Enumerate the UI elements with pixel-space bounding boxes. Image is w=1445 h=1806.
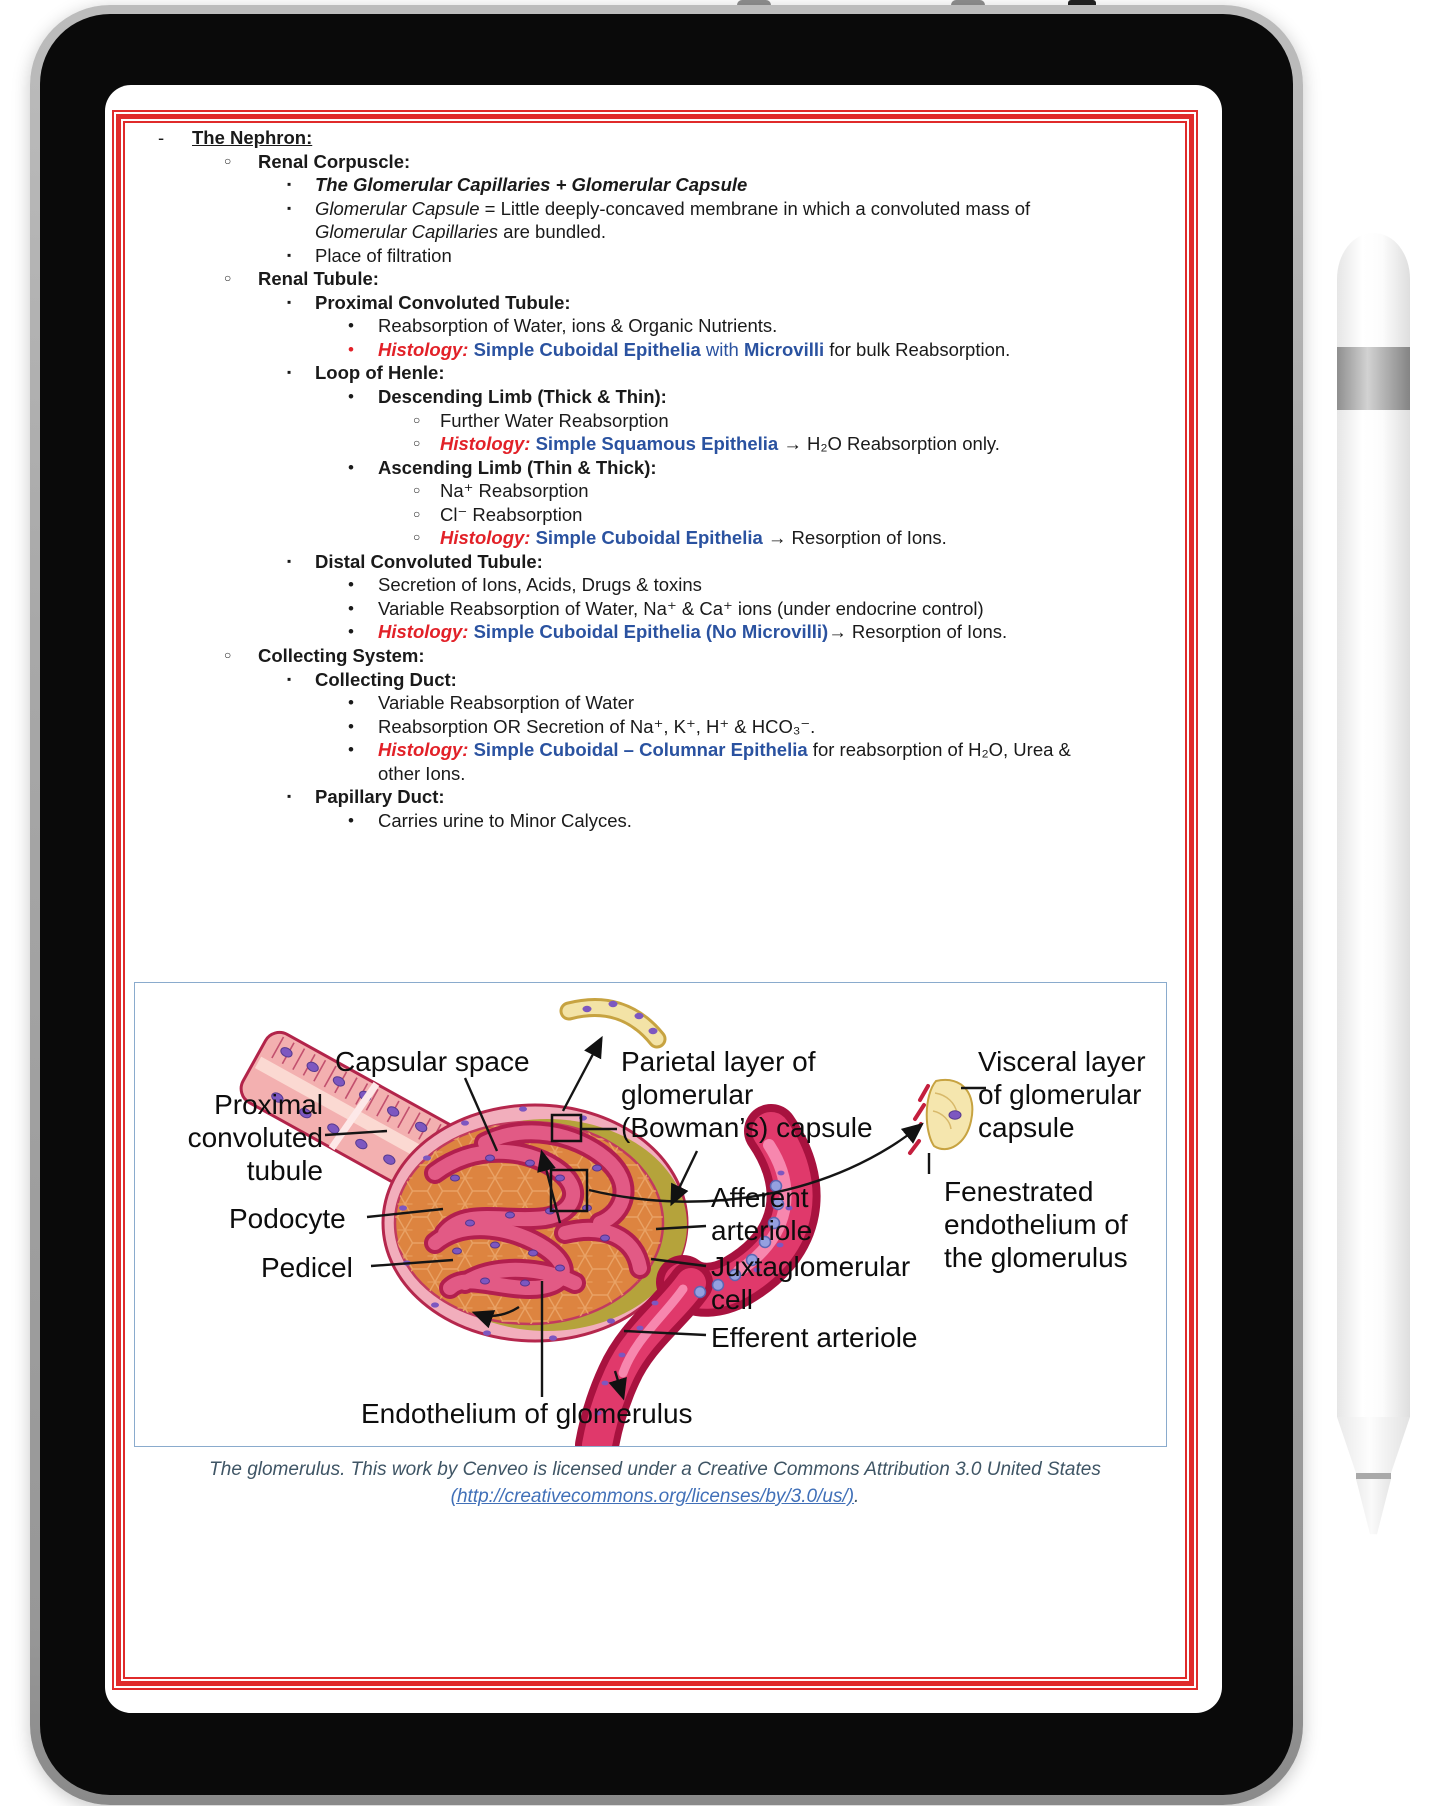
bullet-none — [287, 220, 315, 244]
proximal-convoluted-tubule-label: Proximal convoluted tubule — [187, 1089, 323, 1186]
note-text: Distal Convoluted Tubule: — [315, 550, 543, 572]
note-text: Renal Corpuscle: — [258, 150, 411, 172]
bullet-o: ○ — [413, 412, 421, 427]
note-row — [125, 620, 1185, 644]
note-text: Proximal Convoluted Tubule: — [315, 291, 571, 313]
note-text: Histology: — [378, 621, 469, 643]
caption-link[interactable]: (http://creativecommons.org/licenses/by/3.0/us/) — [450, 1486, 855, 1507]
bullet-sq: ▪ — [287, 553, 292, 568]
note-row — [125, 314, 1185, 338]
note-row — [125, 644, 1185, 668]
note-text: → Resorption of Ions. — [762, 527, 947, 549]
bullet-dot: • — [348, 575, 354, 595]
note-row — [125, 220, 1185, 244]
note-text: Descending Limb (Thick & Thin): — [378, 386, 667, 408]
visceral-inset-graphic — [910, 1080, 972, 1153]
juxtaglomerular-cell-label: Juxtaglomerular cell — [711, 1251, 911, 1315]
note-text: Simple Squamous Epithelia — [530, 433, 779, 455]
note-text: with — [700, 338, 744, 360]
note-text: Histology: — [440, 527, 531, 549]
note-text: other Ions. — [378, 762, 466, 784]
parietal-layer-label: Parietal layer of glomerular (Bowman’s) capsule — [621, 1046, 873, 1143]
note-row — [125, 668, 1185, 692]
note-text: Glomerular Capsule — [315, 197, 480, 219]
note-row — [125, 785, 1185, 809]
pencil-band — [1337, 347, 1410, 410]
bullet-dot: • — [348, 622, 354, 642]
bullet-sq: ▪ — [287, 294, 292, 309]
note-row — [125, 715, 1185, 739]
pencil-body — [1337, 233, 1410, 1417]
podocyte-label: Podocyte — [229, 1203, 346, 1234]
note-text: = Little deeply-concaved membrane in which a convoluted mass of — [479, 197, 1031, 219]
afferent-arteriole-label: Afferent arteriole — [711, 1182, 813, 1246]
note-row — [125, 244, 1185, 268]
note-text: Microvilli — [743, 338, 825, 360]
caption-period: . — [854, 1486, 860, 1507]
bullet-dot: • — [348, 810, 354, 830]
tablet-frame — [30, 5, 1303, 1805]
tablet-screen — [105, 85, 1222, 1713]
note-row — [125, 126, 1185, 150]
note-row — [125, 479, 1185, 503]
bullet-o: ○ — [413, 530, 421, 545]
note-text: The Glomerular Capillaries + Glomerular Capsule — [315, 174, 748, 196]
note-text: Na⁺ Reabsorption — [440, 480, 589, 502]
bullet-none — [348, 762, 378, 786]
note-row — [125, 361, 1185, 385]
note-row — [125, 503, 1185, 527]
note-text: Secretion of Ions, Acids, Drugs & toxins — [378, 574, 702, 596]
fenestrated-endothelium-label: Fenestrated endothelium of the glomerulus — [944, 1176, 1128, 1273]
note-text: Collecting System: — [258, 645, 425, 667]
bullet-dot: • — [348, 693, 354, 713]
note-text: Simple Cuboidal Epithelia — [468, 338, 701, 360]
note-row — [125, 738, 1185, 762]
note-text: Histology: — [378, 739, 469, 761]
note-text: → Resorption of Ions. — [828, 621, 1008, 643]
note-row — [125, 291, 1185, 315]
pedicel-label: Pedicel — [261, 1252, 353, 1283]
bullet-o: ○ — [413, 436, 421, 451]
note-text: Simple Cuboidal Epithelia (No Microvilli) — [468, 621, 829, 643]
note-text: Renal Tubule: — [258, 268, 379, 290]
document-page — [123, 121, 1187, 1679]
note-row — [125, 197, 1185, 221]
note-row — [125, 150, 1185, 174]
note-text: Ascending Limb (Thin & Thick): — [378, 456, 657, 478]
note-row — [125, 409, 1185, 433]
caption-text: The glomerulus. This work by Cenveo is licensed under a Creative Commons Attribution 3.0 United States — [209, 1459, 1101, 1480]
note-row — [125, 573, 1185, 597]
bullet-dash: - — [158, 127, 165, 148]
bullet-dot: • — [348, 598, 354, 618]
efferent-arteriole-label: Efferent arteriole — [711, 1322, 918, 1353]
figure-caption — [125, 1456, 1185, 1510]
bullet-sq: ▪ — [287, 789, 292, 804]
note-row — [125, 173, 1185, 197]
bullet-sq: ▪ — [287, 247, 292, 262]
bullet-dot: • — [348, 457, 354, 477]
note-text: Loop of Henle: — [315, 362, 445, 384]
glomerulus-figure-box — [134, 982, 1167, 1447]
note-text: Further Water Reabsorption — [440, 409, 669, 431]
note-text: Reabsorption of Water, ions & Organic Nutrients. — [378, 315, 778, 337]
note-text: Place of filtration — [315, 244, 452, 266]
bullet-sq: ▪ — [287, 200, 292, 215]
parietal-inset-graphic — [569, 1001, 658, 1039]
capsular-space-label: Capsular space — [335, 1046, 530, 1077]
note-text: Cl⁻ Reabsorption — [440, 503, 583, 525]
pencil-ring — [1356, 1473, 1391, 1479]
note-text: for bulk Reabsorption. — [824, 338, 1011, 360]
note-row — [125, 456, 1185, 480]
note-text: Glomerular Capillaries — [315, 221, 499, 243]
note-row — [125, 526, 1185, 550]
bullet-sq: ▪ — [287, 671, 292, 686]
note-row — [125, 691, 1185, 715]
bullet-o: ○ — [224, 153, 232, 168]
apple-pencil — [1337, 233, 1410, 1543]
note-text: Simple Cuboidal Epithelia — [530, 527, 763, 549]
bullet-dot: • — [348, 740, 354, 760]
pencil-taper — [1337, 1417, 1410, 1473]
bullet-o: ○ — [224, 271, 232, 286]
bullet-o: ○ — [224, 648, 232, 663]
note-text: Collecting Duct: — [315, 668, 457, 690]
page-border-mid — [116, 114, 1194, 1686]
note-text: Variable Reabsorption of Water — [378, 692, 635, 714]
note-text: Papillary Duct: — [315, 786, 445, 808]
bullet-o: ○ — [413, 483, 421, 498]
note-text: Simple Cuboidal – Columnar Epithelia — [468, 739, 808, 761]
visceral-layer-label: Visceral layer of glomerular capsule — [978, 1046, 1146, 1143]
note-row — [125, 597, 1185, 621]
note-text: Carries urine to Minor Calyces. — [378, 809, 632, 831]
note-row — [125, 338, 1185, 362]
bullet-dot: • — [348, 316, 354, 336]
note-text: → H₂O Reabsorption only. — [778, 433, 1000, 455]
bullet-o: ○ — [413, 506, 421, 521]
note-row — [125, 550, 1185, 574]
bullet-dot: • — [348, 387, 354, 407]
note-text: for reabsorption of H₂O, Urea & — [807, 739, 1071, 761]
note-row — [125, 762, 1185, 786]
endothelium-of-glomerulus-label: Endothelium of glomerulus — [361, 1398, 693, 1429]
note-row — [125, 809, 1185, 833]
bullet-sq: ▪ — [287, 177, 292, 192]
nephron-notes-list — [125, 126, 1185, 832]
bullet-dot: • — [348, 339, 354, 359]
note-text: Variable Reabsorption of Water, Na⁺ & Ca⁺ ions (under endocrine control) — [378, 597, 984, 619]
note-text: Histology: — [378, 338, 469, 360]
note-text: Reabsorption OR Secretion of Na⁺, K⁺, H⁺ & HCO₃⁻. — [378, 715, 816, 737]
note-text: The Nephron: — [192, 127, 313, 148]
note-row — [125, 267, 1185, 291]
note-row — [125, 432, 1185, 456]
page-border-outer — [112, 110, 1198, 1690]
pencil-tip — [1356, 1479, 1391, 1539]
bullet-dot: • — [348, 716, 354, 736]
bullet-sq: ▪ — [287, 365, 292, 380]
note-text: are bundled. — [498, 221, 607, 243]
note-text: Histology: — [440, 433, 531, 455]
note-row — [125, 385, 1185, 409]
